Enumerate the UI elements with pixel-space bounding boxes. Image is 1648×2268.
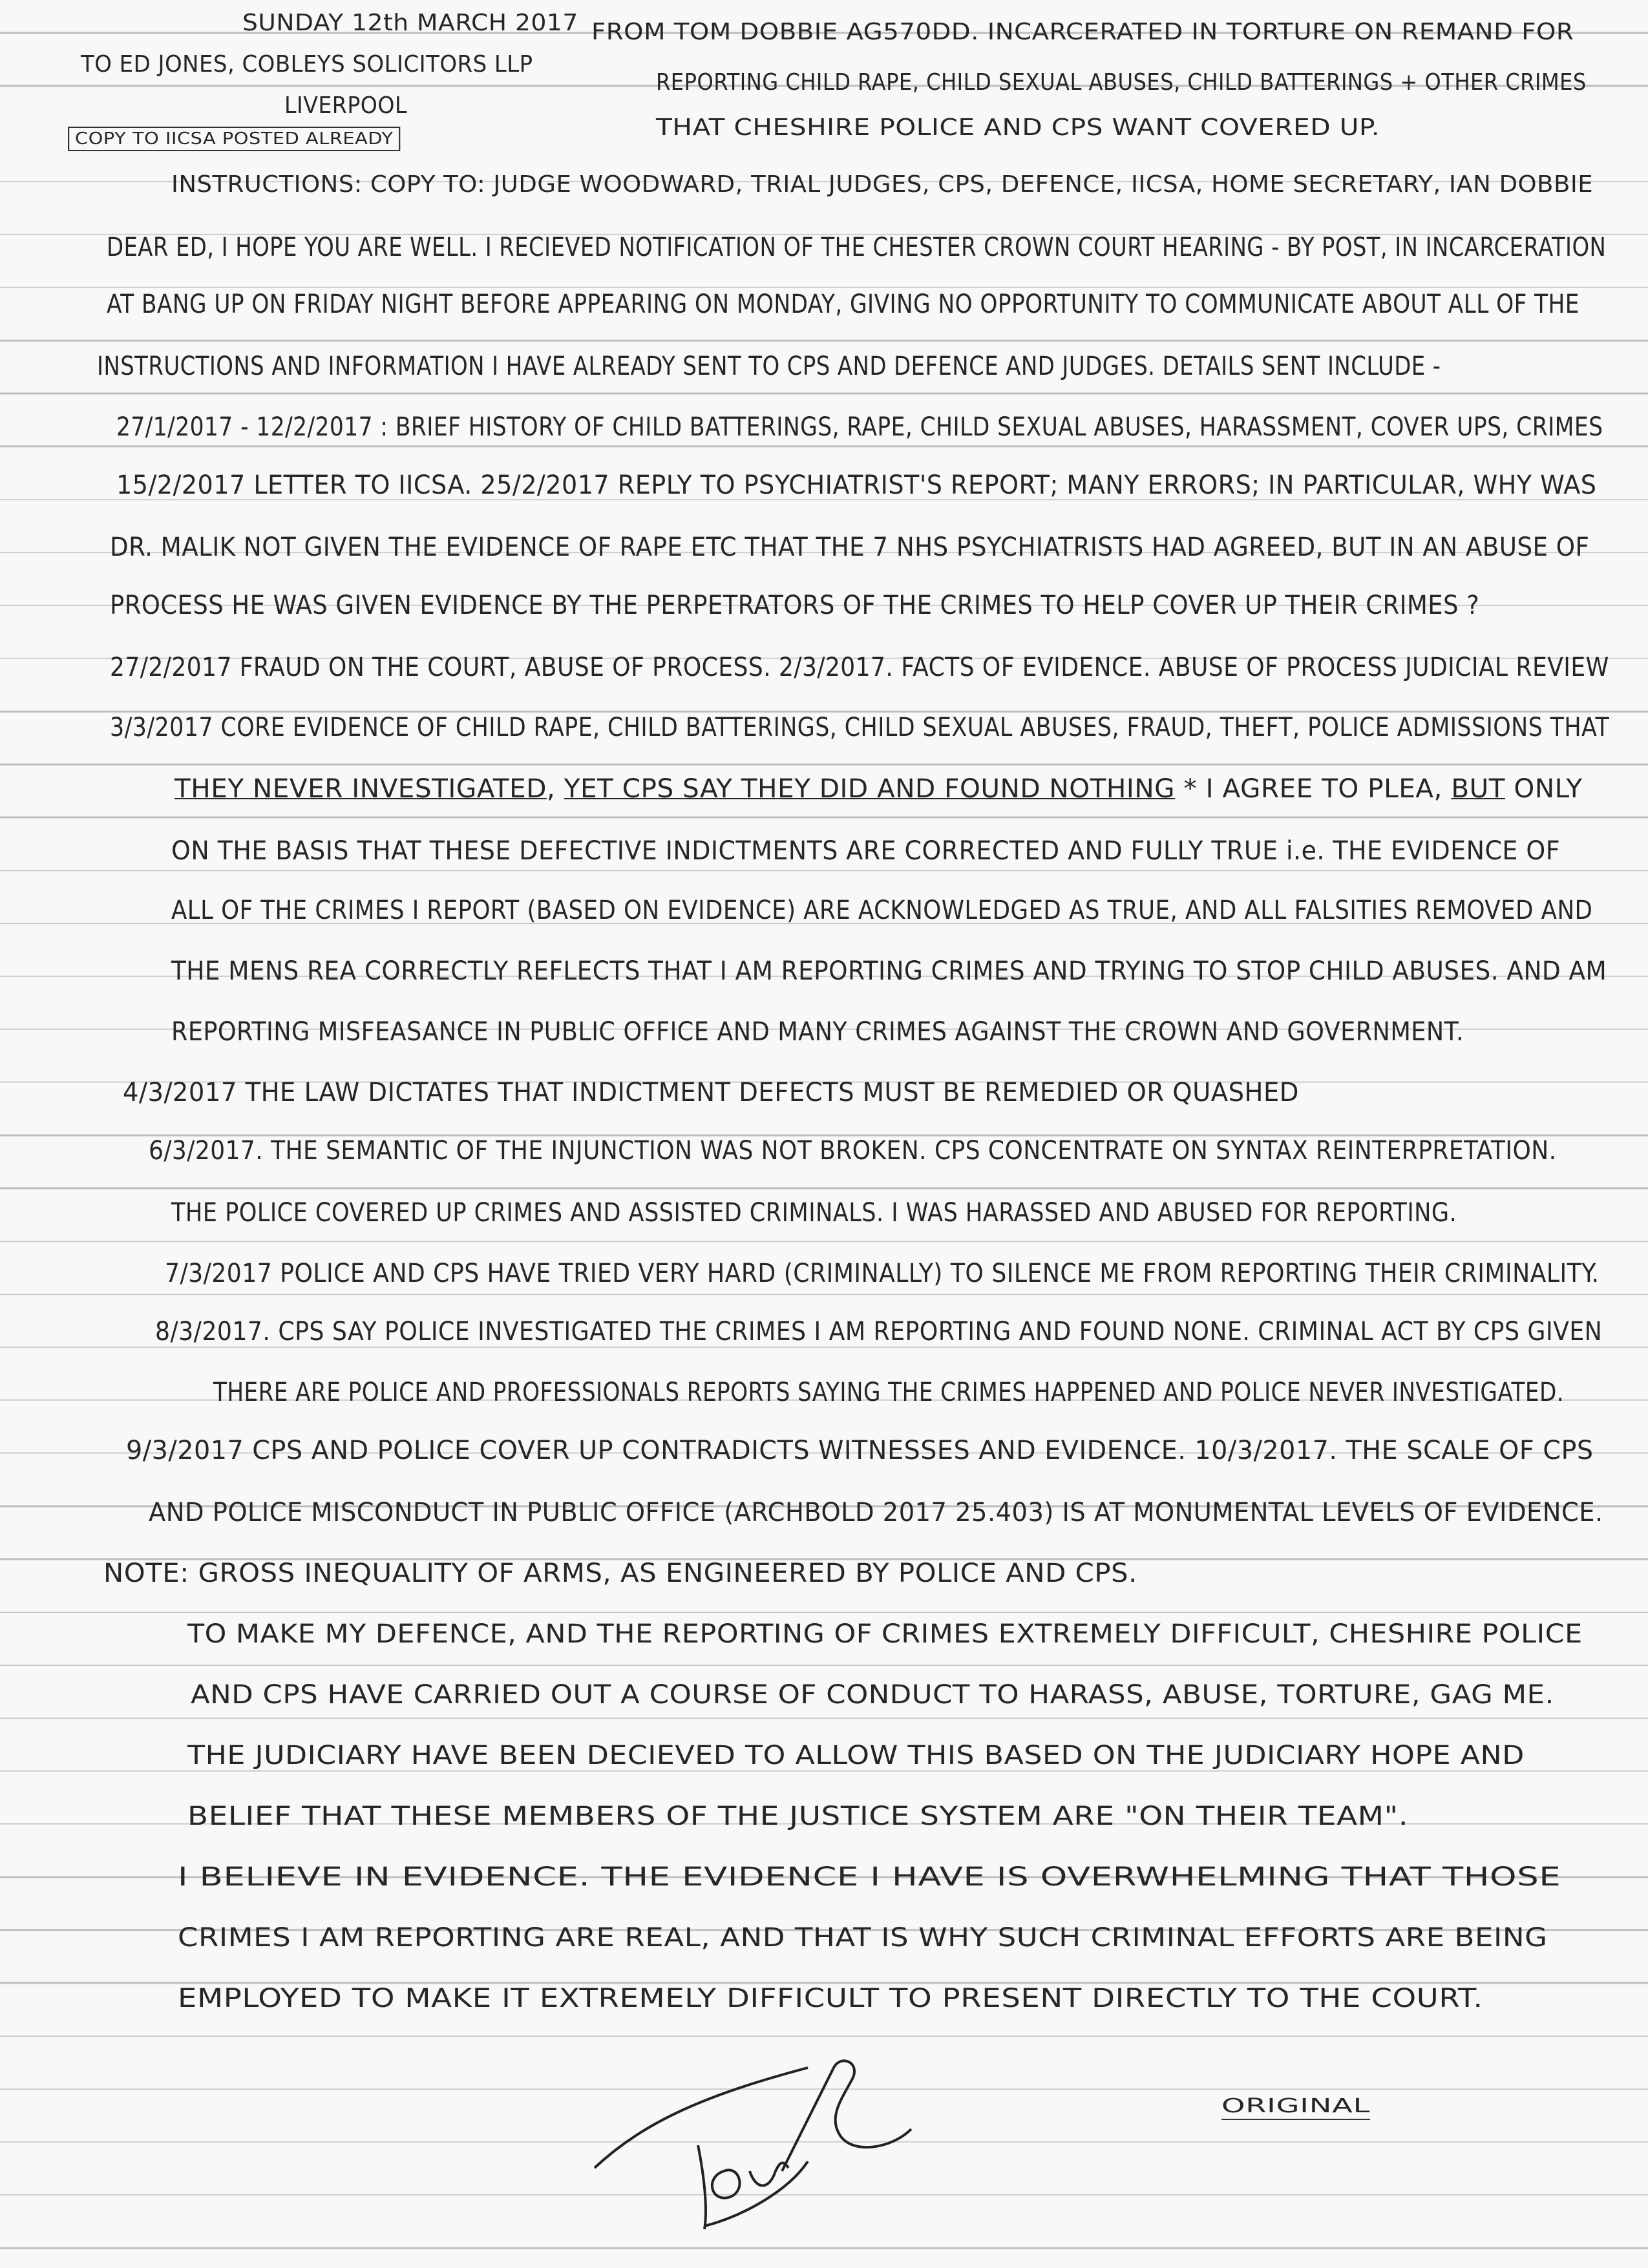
- underlined-text: THEY NEVER INVESTIGATED: [174, 774, 547, 804]
- body-line: INSTRUCTIONS AND INFORMATION I HAVE ALREADY SENT TO CPS AND DEFENCE AND JUDGES. DETAILS SENT INCLUDE -: [97, 352, 1441, 381]
- body-line: 27/2/2017 FRAUD ON THE COURT, ABUSE OF PROCESS. 2/3/2017. FACTS OF EVIDENCE. ABUSE OF PROCESS JUDICIAL REVIEW: [110, 653, 1609, 682]
- note-line: NOTE: GROSS INEQUALITY OF ARMS, AS ENGINEERED BY POLICE AND CPS.: [103, 1559, 1137, 1588]
- body-line: AND POLICE MISCONDUCT IN PUBLIC OFFICE (ARCHBOLD 2017 25.403) IS AT MONUMENTAL LEVELS OF EVIDENCE.: [149, 1498, 1603, 1528]
- body-line: AT BANG UP ON FRIDAY NIGHT BEFORE APPEARING ON MONDAY, GIVING NO OPPORTUNITY TO COMMUNICATE ABOUT ALL OF THE: [107, 289, 1579, 319]
- recipient: TO ED JONES, COBLEYS SOLICITORS LLP: [81, 51, 533, 78]
- body-line: THE JUDICIARY HAVE BEEN DECIEVED TO ALLOW THIS BASED ON THE JUDICIARY HOPE AND: [187, 1741, 1525, 1770]
- body-line: AND CPS HAVE CARRIED OUT A COURSE OF CONDUCT TO HARASS, ABUSE, TORTURE, GAG ME.: [191, 1680, 1554, 1710]
- body-line: THERE ARE POLICE AND PROFESSIONALS REPORTS SAYING THE CRIMES HAPPENED AND POLICE NEVER INVESTIGATED.: [213, 1378, 1565, 1407]
- body-line: THE POLICE COVERED UP CRIMES AND ASSISTED CRIMINALS. I WAS HARASSED AND ABUSED FOR REPORTING.: [171, 1198, 1457, 1228]
- body-line: THE MENS REA CORRECTLY REFLECTS THAT I AM REPORTING CRIMES AND TRYING TO STOP CHILD ABUSES. AND AM: [171, 956, 1607, 986]
- body-line: BELIEF THAT THESE MEMBERS OF THE JUSTICE SYSTEM ARE "ON THEIR TEAM".: [187, 1801, 1409, 1831]
- sender-line-3: THAT CHESHIRE POLICE AND CPS WANT COVERED UP.: [656, 114, 1380, 141]
- original-mark: ORIGINAL: [1221, 2097, 1370, 2120]
- sender-line-1: FROM TOM DOBBIE AG570DD. INCARCERATED IN TORTURE ON REMAND FOR: [591, 19, 1574, 45]
- body-line: 9/3/2017 CPS AND POLICE COVER UP CONTRADICTS WITNESSES AND EVIDENCE. 10/3/2017. THE SCALE OF CPS: [126, 1436, 1594, 1465]
- instructions-line: INSTRUCTIONS: COPY TO: JUDGE WOODWARD, TRIAL JUDGES, CPS, DEFENCE, IICSA, HOME SECRETARY, IAN DOBBIE: [171, 171, 1594, 198]
- handwritten-signature: [575, 2022, 924, 2236]
- body-line: 3/3/2017 CORE EVIDENCE OF CHILD RAPE, CHILD BATTERINGS, CHILD SEXUAL ABUSES, FRAUD, THEFT, POLICE ADMISSIONS THAT: [110, 713, 1610, 742]
- body-line: 8/3/2017. CPS SAY POLICE INVESTIGATED THE CRIMES I AM REPORTING AND FOUND NONE. CRIMINAL ACT BY CPS GIVEN: [155, 1317, 1603, 1347]
- body-line: PROCESS HE WAS GIVEN EVIDENCE BY THE PERPETRATORS OF THE CRIMES TO HELP COVER UP THEIR CRIMES ?: [110, 591, 1480, 620]
- copy-note-box: COPY TO IICSA POSTED ALREADY: [68, 127, 401, 151]
- body-line: ON THE BASIS THAT THESE DEFECTIVE INDICTMENTS ARE CORRECTED AND FULLY TRUE i.e. THE EVIDENCE OF: [171, 836, 1560, 866]
- body-line: DR. MALIK NOT GIVEN THE EVIDENCE OF RAPE ETC THAT THE 7 NHS PSYCHIATRISTS HAD AGREED, BUT IN AN ABUSE OF: [110, 532, 1590, 562]
- body-line: 15/2/2017 LETTER TO IICSA. 25/2/2017 REPLY TO PSYCHIATRIST'S REPORT; MANY ERRORS; IN PARTICULAR, WHY WAS: [116, 470, 1597, 500]
- body-line: TO MAKE MY DEFENCE, AND THE REPORTING OF CRIMES EXTREMELY DIFFICULT, CHESHIRE POLICE: [187, 1619, 1583, 1649]
- body-line: ALL OF THE CRIMES I REPORT (BASED ON EVIDENCE) ARE ACKNOWLEDGED AS TRUE, AND ALL FALSITIES REMOVED AND: [171, 896, 1593, 925]
- body-line: 6/3/2017. THE SEMANTIC OF THE INJUNCTION WAS NOT BROKEN. CPS CONCENTRATE ON SYNTAX REINTERPRETATION.: [149, 1136, 1557, 1166]
- body-line: 7/3/2017 POLICE AND CPS HAVE TRIED VERY HARD (CRIMINALLY) TO SILENCE ME FROM REPORTING THEIR CRIMINALITY.: [165, 1259, 1600, 1288]
- body-line: 4/3/2017 THE LAW DICTATES THAT INDICTMENT DEFECTS MUST BE REMEDIED OR QUASHED: [123, 1078, 1299, 1108]
- body-line-underlined: THEY NEVER INVESTIGATED, YET CPS SAY THEY DID AND FOUND NOTHING * I AGREE TO PLEA, BUT ONLY: [174, 774, 1583, 804]
- underlined-text: BUT: [1451, 774, 1506, 804]
- letter-date: SUNDAY 12th MARCH 2017: [242, 10, 578, 36]
- body-line: EMPLOYED TO MAKE IT EXTREMELY DIFFICULT TO PRESENT DIRECTLY TO THE COURT.: [178, 1984, 1483, 2013]
- underlined-text: YET CPS SAY THEY DID AND FOUND NOTHING: [564, 774, 1176, 804]
- body-line: REPORTING MISFEASANCE IN PUBLIC OFFICE AND MANY CRIMES AGAINST THE CROWN AND GOVERNMENT.: [171, 1017, 1464, 1047]
- recipient-city: LIVERPOOL: [284, 92, 407, 119]
- sender-line-2: REPORTING CHILD RAPE, CHILD SEXUAL ABUSES, CHILD BATTERINGS + OTHER CRIMES: [656, 69, 1587, 96]
- body-line: I BELIEVE IN EVIDENCE. THE EVIDENCE I HAVE IS OVERWHELMING THAT THOSE: [178, 1862, 1561, 1892]
- body-line: CRIMES I AM REPORTING ARE REAL, AND THAT IS WHY SUCH CRIMINAL EFFORTS ARE BEING: [178, 1923, 1548, 1953]
- body-line: DEAR ED, I HOPE YOU ARE WELL. I RECIEVED NOTIFICATION OF THE CHESTER CROWN COURT HEARING - BY POST, IN INCARCERATION: [107, 233, 1607, 262]
- body-line: 27/1/2017 - 12/2/2017 : BRIEF HISTORY OF CHILD BATTERINGS, RAPE, CHILD SEXUAL ABUSES, HARASSMENT, COVER UPS, CRIMES: [116, 412, 1603, 442]
